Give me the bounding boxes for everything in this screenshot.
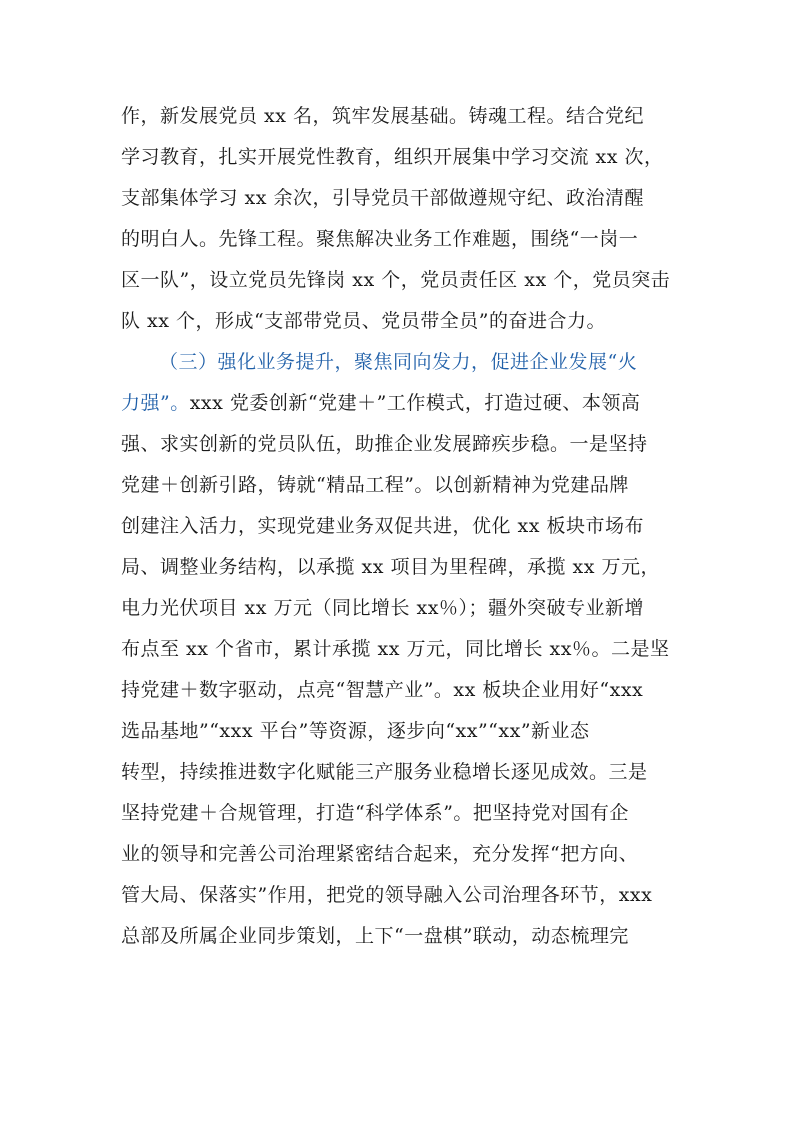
text-line: 区一队”，设立党员先锋岗 xx 个，党员责任区 xx 个，党员突击	[121, 269, 671, 291]
text-line: 转型，持续推进数字化赋能三产服务业稳增长逐见成效。三是	[121, 761, 648, 783]
text-line: 布点至 xx 个省市，累计承揽 xx 万元，同比增长 xx％。二是坚	[121, 638, 670, 660]
body-text	[121, 96, 681, 957]
text-line: 创建注入活力，实现党建业务双促共进，优化 xx 板块市场布	[121, 515, 645, 537]
text-line: 队 xx 个，形成“支部带党员、党员带全员”的奋进合力。	[121, 310, 606, 332]
text-line: 持党建＋数字驱动，点亮“智慧产业”。xx 板块企业用好“xxx	[121, 679, 644, 701]
text-line: 选品基地”“xxx 平台”等资源，逐步向“xx”“xx”新业态	[121, 720, 590, 742]
text-line: 学习教育，扎实开展党性教育，组织开展集中学习交流 xx 次，	[121, 146, 664, 168]
text-line: 局、调整业务结构，以承揽 xx 项目为里程碑，承揽 xx 万元，	[121, 556, 661, 578]
heading-continuation-line	[121, 383, 681, 424]
text-line: 的明白人。先锋工程。聚焦解决业务工作难题，围绕“一岗一	[121, 228, 639, 250]
text-line: 业的领导和完善公司治理紧密结合起来，充分发挥“把方向、	[121, 843, 639, 865]
text-line: 强、求实创新的党员队伍，助推企业发展蹄疾步稳。一是坚持	[121, 433, 648, 455]
section-heading: （三）强化业务提升，聚焦同向发力，促进企业发展“火	[159, 351, 638, 373]
text-line: 作，新发展党员 xx 名，筑牢发展基础。铸魂工程。结合党纪	[121, 105, 645, 127]
text-line: 电力光伏项目 xx 万元（同比增长 xx％）；疆外突破专业新增	[121, 597, 644, 619]
text-line: 管大局、保落实”作用，把党的领导融入公司治理各环节，xxx	[121, 884, 653, 906]
section-heading-end: 力强”。	[121, 392, 190, 414]
text-line: 坚持党建＋合规管理，打造“科学体系”。把坚持党对国有企	[121, 802, 629, 824]
continuation-text: xxx 党委创新“党建＋”工作模式，打造过硬、本领高	[189, 392, 641, 414]
text-line: 支部集体学习 xx 余次，引导党员干部做遵规守纪、政治清醒	[121, 187, 645, 209]
text-line: 总部及所属企业同步策划，上下“一盘棋”联动，动态梳理完	[121, 925, 629, 947]
text-line: 党建＋创新引路，铸就“精品工程”。以创新精神为党建品牌	[121, 474, 629, 496]
